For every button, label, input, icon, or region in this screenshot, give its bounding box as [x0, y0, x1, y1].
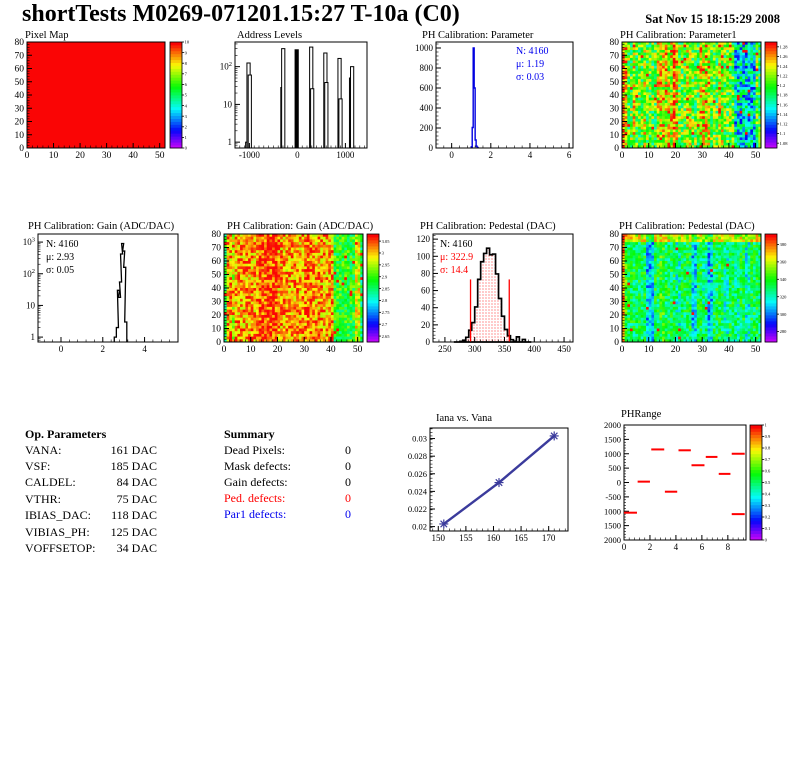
op-parameters-row: VANA: 161 DAC — [25, 442, 157, 457]
svg-text:20: 20 — [609, 117, 619, 128]
svg-text:70: 70 — [14, 51, 24, 62]
svg-text:2.9: 2.9 — [381, 274, 388, 280]
panel-iana-vs-vana — [398, 405, 597, 565]
svg-text:450: 450 — [557, 344, 571, 354]
svg-text:10: 10 — [26, 300, 35, 311]
svg-text:60: 60 — [421, 285, 430, 296]
svg-text:1.24: 1.24 — [779, 63, 788, 69]
op-parameters-row: VOFFSETOP: 34 DAC — [25, 540, 157, 555]
svg-text:10: 10 — [48, 151, 59, 161]
svg-text:N: 4160: N: 4160 — [516, 46, 549, 57]
svg-text:8: 8 — [184, 60, 187, 66]
svg-text:1.2: 1.2 — [779, 83, 786, 89]
svg-text:40: 40 — [724, 151, 734, 161]
svg-text:70: 70 — [211, 243, 221, 254]
svg-text:4: 4 — [142, 344, 147, 354]
svg-text:0: 0 — [619, 151, 625, 161]
iana-vs-vana-plot — [398, 405, 597, 565]
svg-text:40: 40 — [128, 151, 138, 161]
report-date: Sat Nov 15 18:15:29 2008 — [645, 12, 780, 26]
svg-text:4: 4 — [184, 103, 187, 109]
svg-text:400: 400 — [527, 344, 542, 354]
summary-row: Mask defects: 0 — [224, 458, 351, 473]
svg-text:6: 6 — [566, 150, 572, 160]
svg-text:N: 4160: N: 4160 — [440, 239, 473, 250]
svg-text:1.1: 1.1 — [779, 131, 786, 137]
svg-text:10: 10 — [245, 345, 256, 355]
svg-text:200: 200 — [419, 123, 433, 133]
summary-row: Ped. defects: 0 — [224, 490, 351, 505]
op-parameters-row: VSF: 185 DAC — [25, 458, 157, 473]
svg-text:30: 30 — [101, 151, 112, 161]
svg-text:0: 0 — [221, 345, 227, 355]
svg-text:0: 0 — [614, 144, 619, 154]
panel-summary — [199, 405, 398, 565]
svg-text:1.26: 1.26 — [779, 54, 788, 60]
gain-map-plot — [199, 216, 398, 388]
svg-text:6: 6 — [184, 82, 187, 88]
svg-text:0: 0 — [425, 337, 430, 347]
svg-text:30: 30 — [697, 151, 707, 161]
svg-text:0: 0 — [58, 344, 64, 354]
pixel-map-title: Pixel Map — [25, 30, 69, 41]
svg-text:σ: 14.4: σ: 14.4 — [440, 265, 469, 276]
svg-text:0: 0 — [24, 151, 30, 161]
ph-cal-parameter-title: PH Calibration: Parameter — [422, 30, 534, 41]
svg-text:10: 10 — [643, 151, 654, 161]
panel-phrange — [597, 405, 796, 565]
svg-text:0: 0 — [449, 150, 454, 160]
svg-text:30: 30 — [211, 297, 221, 308]
svg-text:3: 3 — [381, 250, 384, 256]
svg-text:20: 20 — [14, 117, 24, 128]
op-parameters-title: Op. Parameters — [25, 427, 107, 441]
svg-text:2.8: 2.8 — [381, 298, 388, 304]
svg-text:σ: 0.03: σ: 0.03 — [516, 72, 545, 83]
svg-text:80: 80 — [421, 268, 430, 279]
svg-text:60: 60 — [211, 257, 221, 267]
svg-text:1: 1 — [184, 135, 187, 141]
svg-text:30: 30 — [299, 345, 309, 355]
svg-text:10: 10 — [14, 130, 24, 141]
svg-text:20: 20 — [211, 311, 221, 321]
svg-text:40: 40 — [211, 284, 221, 294]
svg-text:σ: 0.05: σ: 0.05 — [46, 265, 75, 276]
gain-distribution-title: PH Calibration: Gain (ADC/DAC) — [28, 221, 175, 232]
svg-text:10: 10 — [223, 99, 232, 110]
panel-pixel-map — [0, 28, 199, 196]
svg-text:0: 0 — [428, 143, 433, 153]
svg-text:100: 100 — [416, 251, 430, 262]
svg-text:1.14: 1.14 — [779, 111, 788, 117]
svg-text:μ: 2.93: μ: 2.93 — [46, 252, 75, 263]
svg-text:1: 1 — [30, 332, 35, 343]
summary-row: Gain defects: 0 — [224, 474, 351, 489]
summary-row: Par1 defects: 0 — [224, 506, 351, 521]
svg-text:50: 50 — [211, 270, 221, 281]
svg-text:1.28: 1.28 — [779, 44, 788, 50]
panel-op-parameters — [0, 405, 199, 565]
svg-text:40: 40 — [14, 91, 24, 101]
svg-text:1000: 1000 — [415, 43, 433, 53]
panel-pedestal-distribution — [398, 216, 597, 388]
gain-map-title: PH Calibration: Gain (ADC/DAC) — [227, 221, 374, 232]
svg-text:1.16: 1.16 — [779, 102, 788, 108]
svg-text:30: 30 — [14, 104, 24, 115]
panel-gain-distribution — [0, 216, 199, 388]
op-parameters-row: VTHR: 75 DAC — [25, 491, 157, 506]
panel-ph-cal-parameter1 — [597, 28, 796, 196]
panel-pedestal-map — [597, 216, 796, 388]
svg-text:1.08: 1.08 — [779, 140, 788, 146]
svg-text:300: 300 — [467, 344, 482, 354]
svg-text:4: 4 — [527, 150, 533, 160]
pedestal-map-plot — [597, 216, 796, 388]
svg-text:3.05: 3.05 — [381, 238, 390, 244]
svg-text:50: 50 — [154, 151, 165, 161]
address-levels-title: Address Levels — [237, 30, 303, 41]
svg-text:50: 50 — [14, 77, 24, 88]
svg-text:0: 0 — [295, 150, 300, 160]
op-parameters-row: VIBIAS_PH: 125 DAC — [25, 524, 157, 539]
svg-text:30: 30 — [609, 104, 619, 115]
svg-text:7: 7 — [184, 71, 187, 77]
ph-cal-parameter1-title: PH Calibration: Parameter1 — [620, 30, 737, 41]
svg-text:2.65: 2.65 — [381, 333, 390, 339]
svg-text:0: 0 — [19, 144, 24, 154]
svg-text:80: 80 — [609, 38, 619, 48]
address-levels-plot — [199, 28, 398, 196]
svg-text:20: 20 — [670, 151, 681, 161]
panel-gain-map — [199, 216, 398, 388]
svg-text:250: 250 — [438, 344, 452, 354]
svg-text:2.75: 2.75 — [381, 310, 390, 316]
svg-text:50: 50 — [750, 151, 761, 161]
svg-text:80: 80 — [211, 230, 221, 240]
pedestal-map-title: PH Calibration: Pedestal (DAC) — [619, 221, 755, 232]
svg-text:2.85: 2.85 — [381, 286, 390, 292]
svg-text:1000: 1000 — [336, 150, 355, 160]
svg-text:400: 400 — [419, 103, 433, 113]
ph-cal-parameter1-plot — [597, 28, 796, 196]
iana-vs-vana-title: Iana vs. Vana — [436, 413, 493, 424]
phrange-title: PHRange — [621, 409, 662, 420]
svg-text:102: $10^2$ — [22, 268, 35, 279]
svg-text:600: 600 — [419, 83, 433, 93]
svg-text:-1000: -1000 — [238, 150, 260, 160]
svg-text:2.95: 2.95 — [381, 262, 390, 268]
svg-text:1.18: 1.18 — [779, 92, 788, 98]
svg-text:20: 20 — [272, 345, 283, 355]
summary-title: Summary — [224, 427, 275, 441]
op-parameters-row: CALDEL: 84 DAC — [25, 475, 157, 490]
svg-text:10: 10 — [609, 130, 619, 141]
panel-address-levels — [199, 28, 398, 196]
summary-row: Dead Pixels: 0 — [224, 442, 351, 457]
svg-text:2: 2 — [100, 344, 106, 354]
svg-text:2.7: 2.7 — [381, 321, 388, 327]
svg-text:0: 0 — [184, 145, 187, 151]
svg-text:70: 70 — [609, 51, 619, 62]
svg-text:103: $10^3$ — [22, 236, 35, 248]
svg-text:50: 50 — [352, 345, 363, 355]
svg-text:60: 60 — [609, 64, 619, 75]
svg-text:1.22: 1.22 — [779, 73, 788, 79]
svg-text:40: 40 — [326, 345, 336, 355]
svg-text:μ: 1.19: μ: 1.19 — [516, 59, 545, 70]
svg-text:5: 5 — [184, 92, 187, 98]
svg-text:1: 1 — [227, 137, 232, 148]
phrange-plot — [597, 405, 796, 565]
report-title: shortTests M0269-071201.15:27 T-10a (C0) — [22, 1, 460, 27]
svg-text:80: 80 — [14, 38, 24, 48]
panel-ph-cal-parameter — [398, 28, 597, 196]
svg-text:10: 10 — [184, 39, 190, 45]
svg-text:40: 40 — [609, 91, 619, 101]
pedestal-distribution-title: PH Calibration: Pedestal (DAC) — [420, 221, 556, 232]
svg-text:20: 20 — [75, 151, 85, 161]
pedestal-distribution-plot — [398, 216, 597, 388]
svg-text:50: 50 — [609, 77, 619, 88]
svg-text:10: 10 — [211, 324, 221, 335]
svg-text:3: 3 — [184, 113, 187, 119]
svg-text:102: $10^2$ — [219, 61, 232, 72]
svg-text:800: 800 — [419, 63, 433, 73]
svg-text:1.12: 1.12 — [779, 121, 788, 127]
svg-text:9: 9 — [184, 50, 187, 56]
svg-text:N: 4160: N: 4160 — [46, 239, 79, 250]
svg-text:350: 350 — [497, 344, 512, 354]
svg-text:40: 40 — [421, 302, 430, 313]
svg-text:μ: 322.9: μ: 322.9 — [440, 252, 474, 263]
ph-cal-parameter-plot — [398, 28, 597, 196]
op-parameters-row: IBIAS_DAC: 118 DAC — [25, 508, 157, 523]
svg-text:60: 60 — [14, 64, 24, 75]
svg-text:2: 2 — [488, 150, 494, 160]
svg-text:0: 0 — [216, 338, 221, 348]
svg-text:2: 2 — [184, 124, 187, 130]
gain-distribution-plot — [0, 216, 199, 388]
svg-text:20: 20 — [421, 319, 430, 330]
svg-text:120: 120 — [416, 234, 430, 245]
pixel-map-plot — [0, 28, 199, 196]
